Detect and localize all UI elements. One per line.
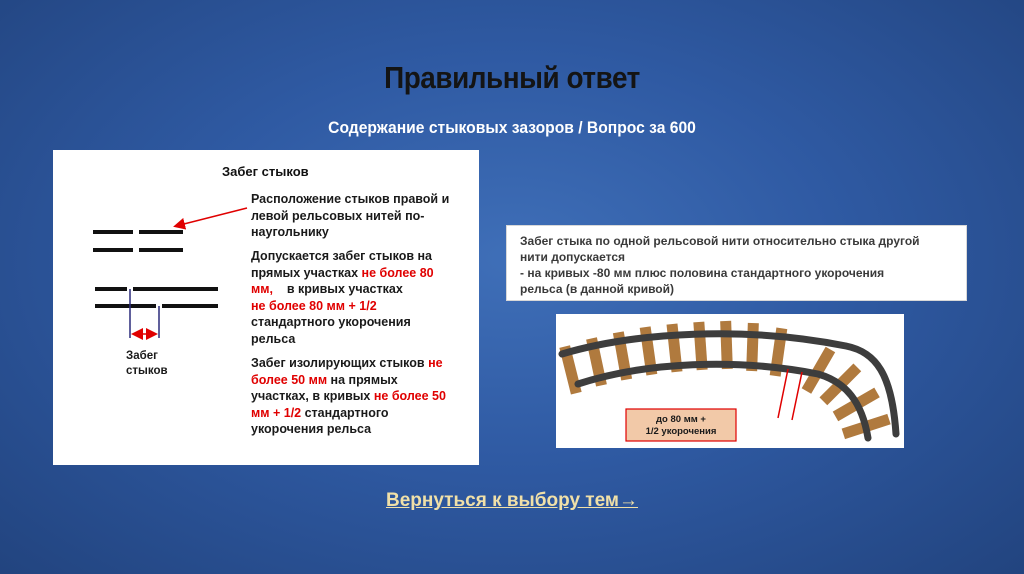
definition-line: рельса (в данной кривой) xyxy=(520,282,675,296)
rule-text-offset: Допускается забег стыков на прямых участках не более 80 мм, в кривых участках не более 80 мм + 1/2 стандартного укорочения рельса xyxy=(251,249,434,346)
panel-heading: Забег стыков xyxy=(222,164,309,179)
rule-text-insulated: Забег изолирующих стыков не более 50 мм на прямых участках, в кривых не более 50 мм + 1/2 стандартного укорочения рельса xyxy=(251,356,446,436)
joint-mark xyxy=(792,372,802,420)
callout-line-2: 1/2 укорочения xyxy=(645,426,717,437)
rule-text-layout: Расположение стыков правой и левой рельсовых нитей по- наугольнику xyxy=(251,192,450,239)
definition-line: Забег стыка по одной рельсовой нити относительно стыка другой xyxy=(520,234,920,248)
pointer-arrow xyxy=(176,208,247,226)
diagram-label: Забег стыков xyxy=(126,350,168,377)
slide-subtitle: Содержание стыковых зазоров / Вопрос за 600 xyxy=(328,118,696,137)
callout-line-1: до 80 мм + xyxy=(656,414,706,425)
back-to-topics-link[interactable]: Вернуться к выбору тем→ xyxy=(385,490,638,511)
definition-line: нити допускается xyxy=(520,250,626,264)
curved-track-illustration xyxy=(556,314,904,448)
curved-track-svg xyxy=(556,314,904,448)
definition-line: - на кривых -80 мм плюс половина стандартного укорочения xyxy=(520,266,885,280)
slide-title: Правильный ответ xyxy=(384,60,640,95)
definition-box xyxy=(507,226,966,300)
